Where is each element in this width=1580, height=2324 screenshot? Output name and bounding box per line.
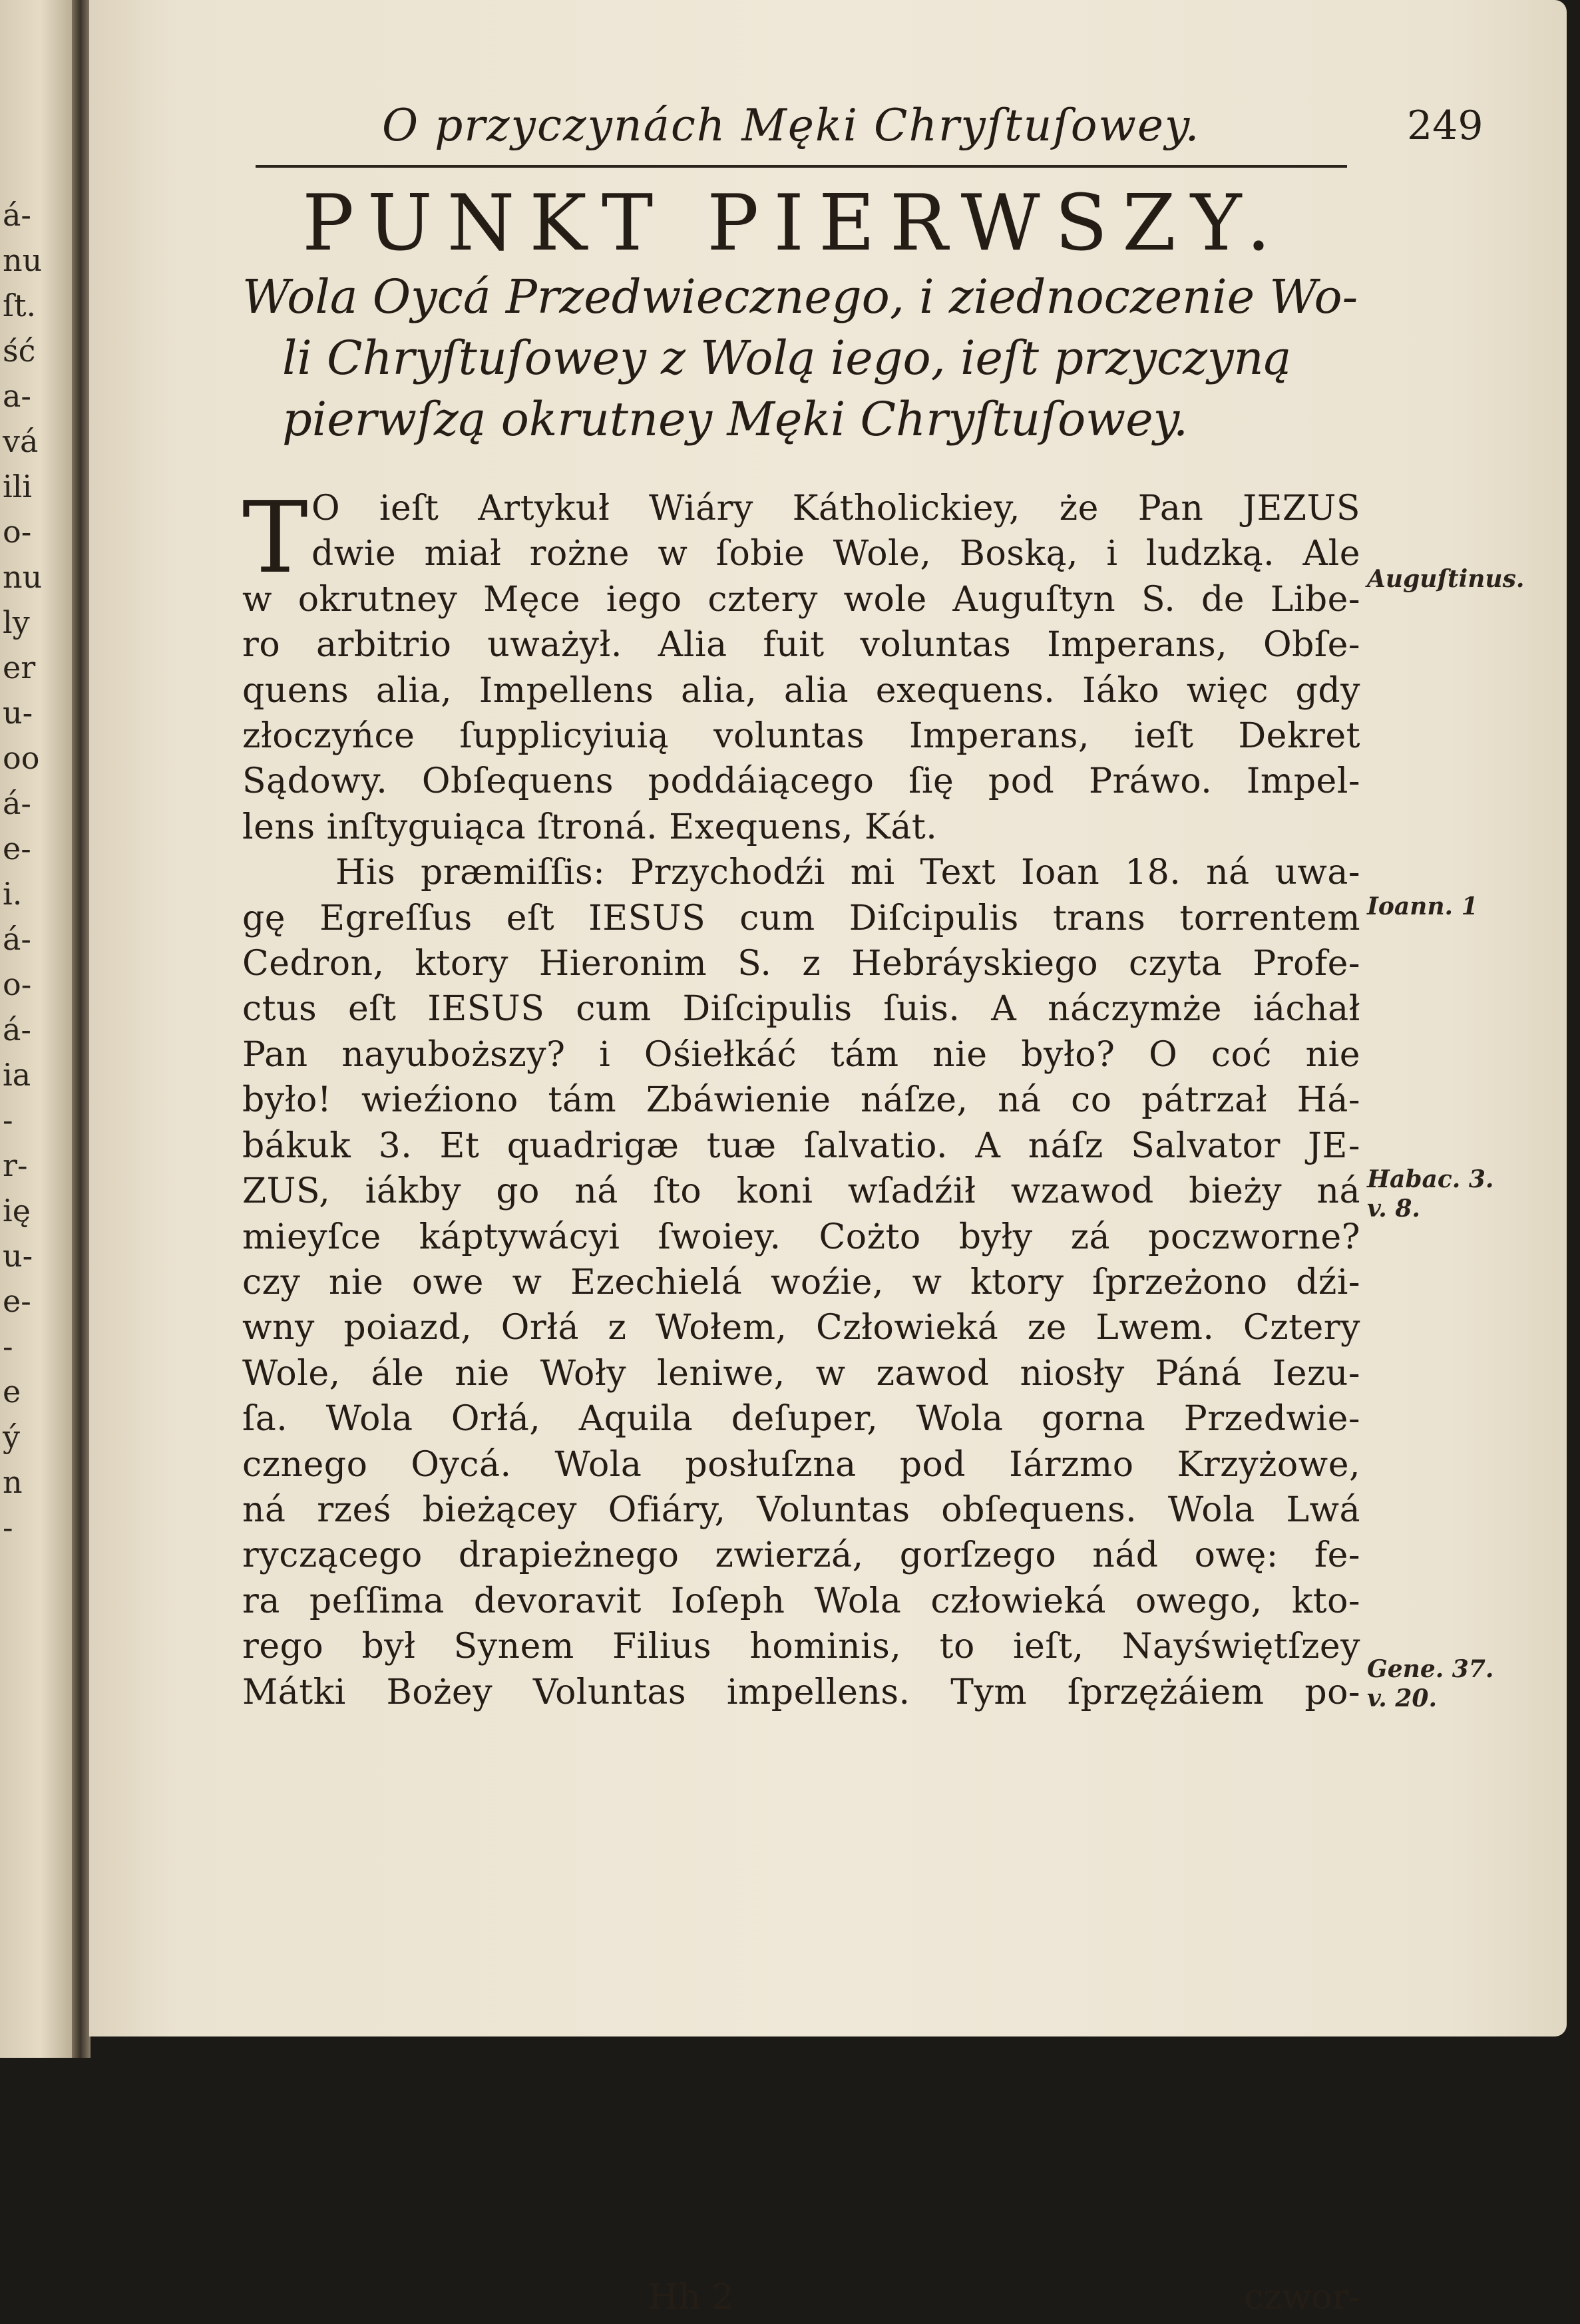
previous-page-fragment: e: [3, 1374, 21, 1410]
section-subheading: [242, 266, 1360, 450]
previous-page-fragment: ý: [3, 1419, 20, 1455]
text-line: Sądowy. Obſequens poddáiącego ſię pod Práwo. Impel-: [242, 761, 1360, 802]
text-line: cznego Oycá. Wola posłuſzna pod Iárzmo Krzyżowe,: [242, 1444, 1360, 1485]
previous-page-fragment: e-: [3, 831, 31, 867]
previous-page-fragment: -: [3, 1328, 13, 1364]
text-line: wny poiazd, Orłá z Wołem, Człowieká ze Lwem. Cztery: [242, 1308, 1360, 1348]
text-line: ná rześ bieżącey Ofiáry, Voluntas obſequens. Wola Lwá: [242, 1489, 1360, 1530]
text-line: gę Egreſſus eſt IESUS cum Diſcipulis trans torrentem: [242, 898, 1360, 938]
previous-page-fragment: e-: [3, 1283, 31, 1319]
previous-page-fragment: er: [3, 650, 36, 685]
text-line: lens inſtyguiąca ſtroná. Exequens, Kát.: [242, 807, 938, 847]
text-line: ra peſſima devoravit Ioſeph Wola człowieká owego, kto-: [242, 1581, 1360, 1621]
catchword: czwor-: [1244, 2277, 1360, 2317]
previous-page-fragment: ly: [3, 604, 30, 640]
drop-cap: T: [242, 481, 308, 595]
section-heading: PUNKT PIERWSZY.: [302, 178, 1286, 268]
previous-page-fragment: -: [3, 1509, 13, 1545]
header-rule: [256, 165, 1347, 168]
text-line: ryczącego drapieżnego zwierzá, gorſzego nád owę: fe-: [242, 1535, 1360, 1576]
text-line: ro arbitrio uważył. Alia fuit voluntas Imperans, Obſe-: [242, 625, 1360, 666]
body-text: [242, 481, 1360, 2317]
previous-page-fragment: nu: [3, 242, 43, 278]
page-footer: [242, 2277, 1360, 2324]
previous-page-fragment: á-: [3, 921, 31, 957]
previous-page-fragment: á-: [3, 197, 31, 233]
text-line: ſa. Wola Orłá, Aquila deſuper, Wola gorna Przedwie-: [242, 1399, 1360, 1440]
text-line: w okrutney Męce iego cztery wole Auguſtyn S. de Libe-: [242, 579, 1360, 620]
previous-page-fragment: nu: [3, 559, 43, 595]
text-line: Wole, ále nie Woły leniwe, w zawod niosły Páná Iezu-: [242, 1353, 1360, 1394]
margin-note: Habac. 3. v. 8.: [1367, 1165, 1494, 1223]
previous-page-fragment: r-: [3, 1147, 28, 1183]
margin-note: Gene. 37. v. 20.: [1367, 1655, 1494, 1712]
text-line: mieyſce káptywácyi ſwoiey. Cożto były zá poczworne?: [242, 1217, 1360, 1257]
text-line: czy nie owe w Ezechielá woźie, w ktory ſprzeżono dźi-: [242, 1262, 1360, 1302]
running-head: [289, 93, 1483, 166]
previous-page-fragment: ię: [3, 1193, 31, 1229]
previous-page-fragment: -: [3, 1102, 13, 1138]
margin-note: Auguſtinus.: [1367, 565, 1525, 593]
previous-page-fragment: u-: [3, 695, 33, 731]
book-gutter: [72, 0, 91, 2058]
text-line: quens alia, Impellens alia, alia exequens. Iáko więc gdy: [242, 670, 1360, 711]
text-line: złoczyńce ſupplicyiuią voluntas Imperans, ieſt Dekret: [242, 716, 1360, 757]
previous-page-fragment: a-: [3, 378, 31, 414]
previous-page-fragment: u-: [3, 1238, 33, 1274]
previous-page-fragment: n: [3, 1464, 23, 1500]
previous-page-fragment: oo: [3, 740, 40, 776]
previous-page-fragment: ia: [3, 1057, 31, 1093]
previous-page-fragment: á-: [3, 1012, 31, 1048]
previous-page-fragment: ść: [3, 333, 36, 369]
text-line: His præmiſſis: Przychodźi mi Text Ioan 18. ná uwa-: [335, 853, 1360, 893]
text-line: ctus eſt IESUS cum Diſcipulis ſuis. A náczymże iáchał: [242, 989, 1360, 1030]
subheading-line: pierwſzą okrutney Męki Chryſtuſowey.: [282, 392, 1189, 447]
previous-page-fragment: ili: [3, 469, 33, 504]
page-number: 249: [1407, 102, 1483, 149]
text-line: bákuk 3. Et quadrigæ tuæ ſalvatio. A náſz Salvator JE-: [242, 1125, 1360, 1166]
margin-note: Ioann. 1: [1367, 892, 1478, 920]
signature-mark: Hh 2: [648, 2277, 734, 2317]
previous-page-fragment: á-: [3, 785, 31, 821]
previous-page-fragment: ſt.: [3, 288, 37, 323]
subheading-line: Wola Oycá Przedwiecznego, i ziednoczenie Wo-: [242, 270, 1358, 324]
subheading-line: li Chryſtuſowey z Wolą iego, ieſt przyczyną: [282, 331, 1292, 385]
previous-page-fragment: vá: [3, 423, 39, 459]
book-page: [89, 0, 1567, 2317]
running-title: O przyczynách Męki Chryſtuſowey.: [382, 100, 1201, 151]
text-line: O ieſt Artykuł Wiáry Kátholickiey, że Pan JEZUS: [311, 488, 1360, 528]
previous-page-fragment: o-: [3, 966, 32, 1002]
text-line: rego był Synem Filius hominis, to ieſt, Nayświętſzey: [242, 1627, 1360, 1667]
previous-page-fragment: i.: [3, 876, 23, 912]
text-line: ZUS, iákby go ná ſto koni wſadźił wzawod bieży ná: [242, 1171, 1360, 1212]
text-line: dwie miał rożne w ſobie Wole, Boską, i ludzką. Ale: [311, 534, 1360, 574]
previous-page-edge: [0, 0, 73, 2058]
text-line: Pan nayuboższy? i Ośiełkáć tám nie było? O coć nie: [242, 1034, 1360, 1075]
text-line: było! wieźiono tám Zbáwienie náſze, ná co pátrzał Há-: [242, 1080, 1360, 1121]
text-line: Mátki Bożey Voluntas impellens. Tym ſprzężáiem po-: [242, 1672, 1360, 1712]
text-line: Cedron, ktory Hieronim S. z Hebráyskiego czyta Profe-: [242, 944, 1360, 984]
previous-page-fragment: o-: [3, 514, 32, 550]
